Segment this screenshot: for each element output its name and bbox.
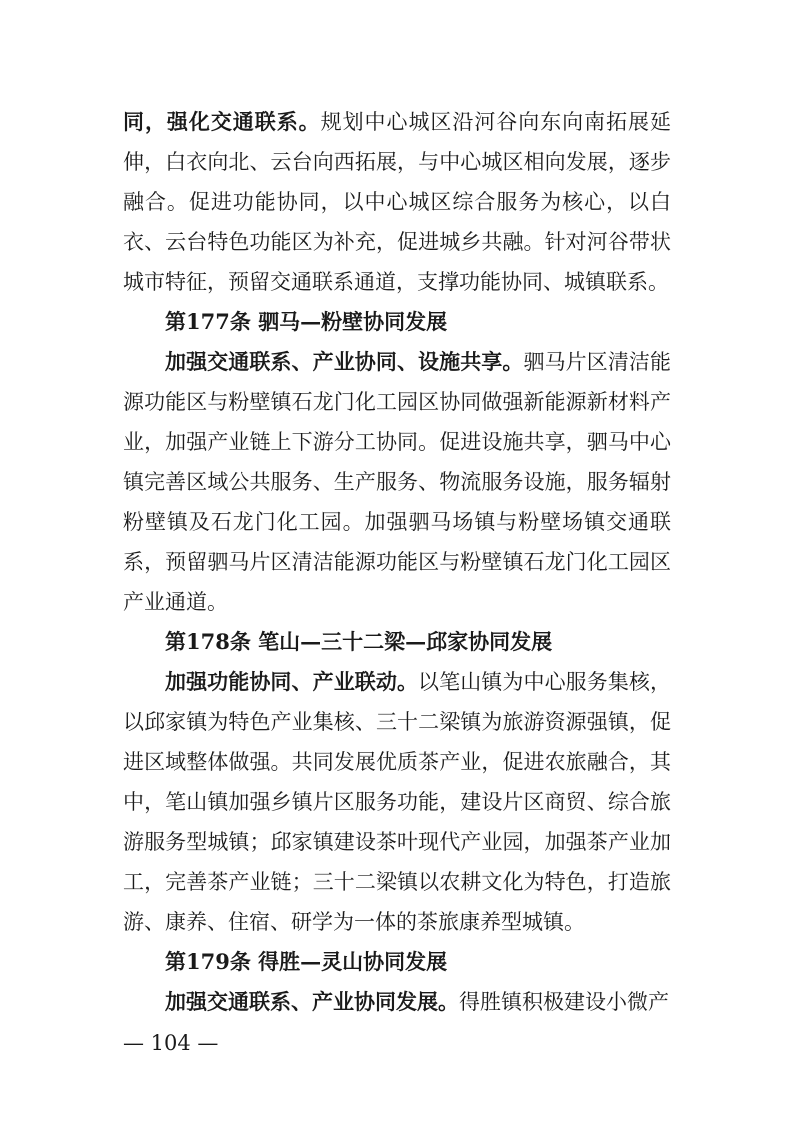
- article-177-paragraph: [123, 342, 671, 622]
- article-179-heading: 第179条 得胜—灵山协同发展: [165, 949, 448, 974]
- article-177-heading: 第177条 驷马—粉壁协同发展: [165, 309, 448, 334]
- article-178-lead: 加强功能协同、产业联动。: [165, 669, 419, 694]
- article-178-body: 以笔山镇为中心服务集核，以邱家镇为特色产业集核、三十二梁镇为旅游资源强镇，促进区域整体做强。共同发展优质茶产业，促进农旅融合，其中，笔山镇加强乡镇片区服务功能，建设片区商贸、综合旅游服务型城镇；邱家镇建设茶叶现代产业园，加强茶产业加工，完善茶产业链；三十二梁镇以农耕文化为特色，打造旅游、康养、住宿、研学为一体的茶旅康养型城镇。: [123, 670, 672, 934]
- article-179-body: 得胜镇积极建设小微产: [459, 990, 669, 1014]
- paragraph-body: 规划中心城区沿河谷向东向南拓展延伸，白衣向北、云台向西拓展，与中心城区相向发展，逐步融合。促进功能协同，以中心城区综合服务为核心，以白衣、云台特色功能区为补充，促进城乡共融。针对河谷带状城市特征，预留交通联系通道，支撑功能协同、城镇联系。: [123, 110, 671, 294]
- page-number: — 104 —: [123, 1031, 219, 1055]
- article-179-paragraph: [123, 982, 671, 1022]
- document-body: [123, 102, 671, 1022]
- article-178-paragraph: [123, 662, 671, 942]
- article-177-lead: 加强交通联系、产业协同、设施共享。: [165, 349, 524, 374]
- article-178-heading: 第178条 笔山—三十二梁—邱家协同发展: [165, 629, 553, 654]
- paragraph-continued: [123, 102, 671, 302]
- article-177-body: 驷马片区清洁能源功能区与粉壁镇石龙门化工园区协同做强新能源新材料产业，加强产业链上下游分工协同。促进设施共享，驷马中心镇完善区域公共服务、生产服务、物流服务设施，服务辐射粉壁镇及石龙门化工园。加强驷马场镇与粉壁场镇交通联系，预留驷马片区清洁能源功能区与粉壁镇石龙门化工园区产业通道。: [123, 350, 672, 614]
- article-179-lead: 加强交通联系、产业协同发展。: [165, 989, 459, 1014]
- paragraph-lead: 同，强化交通联系。: [123, 109, 321, 134]
